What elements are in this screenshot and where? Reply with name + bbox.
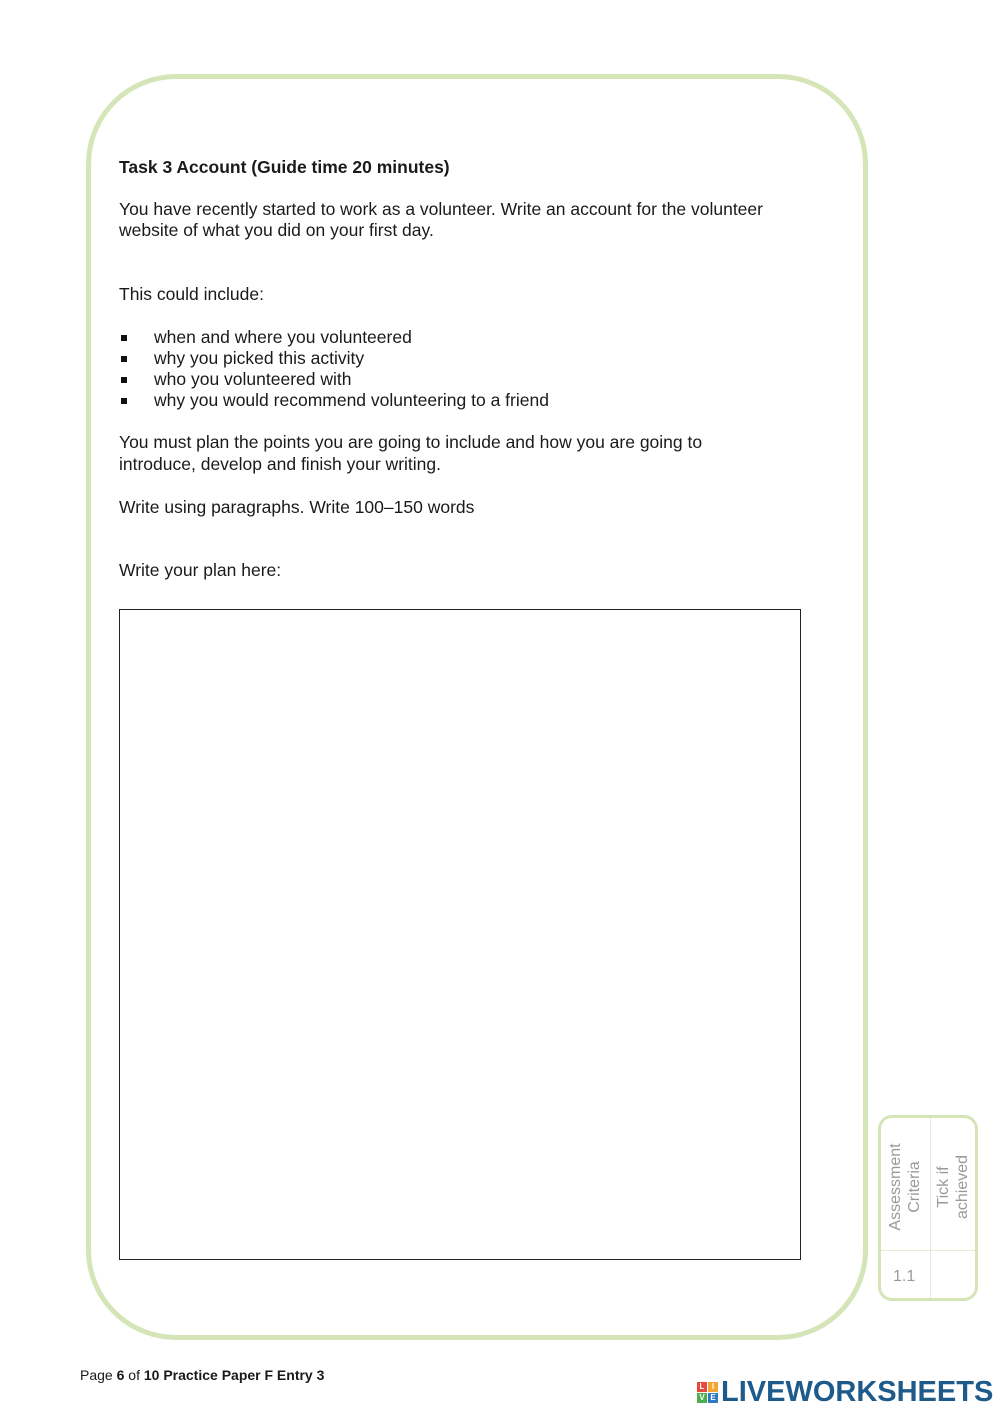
badge-letter: E — [708, 1393, 718, 1403]
logo-text: LIVEWORKSHEETS — [721, 1375, 994, 1408]
list-item — [119, 369, 549, 390]
list-item — [119, 327, 549, 348]
live-badge-icon — [697, 1382, 718, 1403]
tick-if-achieved-header — [934, 1128, 972, 1246]
bullet-square-icon — [121, 335, 127, 341]
bullet-text: when and where you volunteered — [154, 327, 412, 347]
footer-page-prefix: Page — [80, 1367, 117, 1383]
header-line: achieved — [954, 1154, 971, 1220]
assessment-criteria-header — [886, 1128, 924, 1246]
badge-letter: I — [708, 1382, 718, 1392]
badge-letter: V — [697, 1393, 707, 1403]
table-divider — [930, 1118, 931, 1298]
badge-letter: L — [697, 1382, 707, 1392]
intro-line-2: website of what you did on your first day. — [119, 220, 434, 240]
word-count-instruction: Write using paragraphs. Write 100–150 words — [119, 497, 475, 517]
header-line: Tick if — [935, 1166, 952, 1208]
plan-prompt: Write your plan here: — [119, 560, 282, 580]
header-line: Criteria — [906, 1161, 923, 1213]
footer-paper-title: 10 Practice Paper F Entry 3 — [143, 1367, 325, 1383]
task-title: Task 3 Account (Guide time 20 minutes) — [119, 157, 450, 177]
plan-instruction-line-1: You must plan the points you are going to include and how you are going to — [119, 432, 703, 452]
footer-of-text: of — [124, 1367, 144, 1383]
could-include-label: This could include: — [119, 284, 264, 304]
assessment-table — [878, 1115, 978, 1301]
liveworksheets-logo — [697, 1377, 993, 1407]
bullet-list — [119, 327, 549, 411]
footer-page-number: 6 — [116, 1367, 125, 1383]
intro-line-1: You have recently started to work as a volunteer. Write an account for the volunteer — [119, 199, 763, 219]
bullet-text: why you picked this activity — [154, 348, 365, 368]
plan-writing-box[interactable] — [119, 609, 801, 1260]
list-item — [119, 348, 549, 369]
list-item — [119, 390, 549, 411]
header-line: Assessment — [887, 1143, 904, 1231]
plan-instruction-line-2: introduce, develop and finish your writing. — [119, 454, 441, 474]
bullet-text: why you would recommend volunteering to a friend — [154, 390, 549, 410]
bullet-square-icon — [121, 398, 127, 404]
bullet-square-icon — [121, 356, 127, 362]
bullet-square-icon — [121, 377, 127, 383]
bullet-text: who you volunteered with — [154, 369, 352, 389]
table-divider — [881, 1250, 975, 1251]
criteria-value: 1.1 — [893, 1268, 916, 1285]
page-footer — [80, 1367, 324, 1383]
